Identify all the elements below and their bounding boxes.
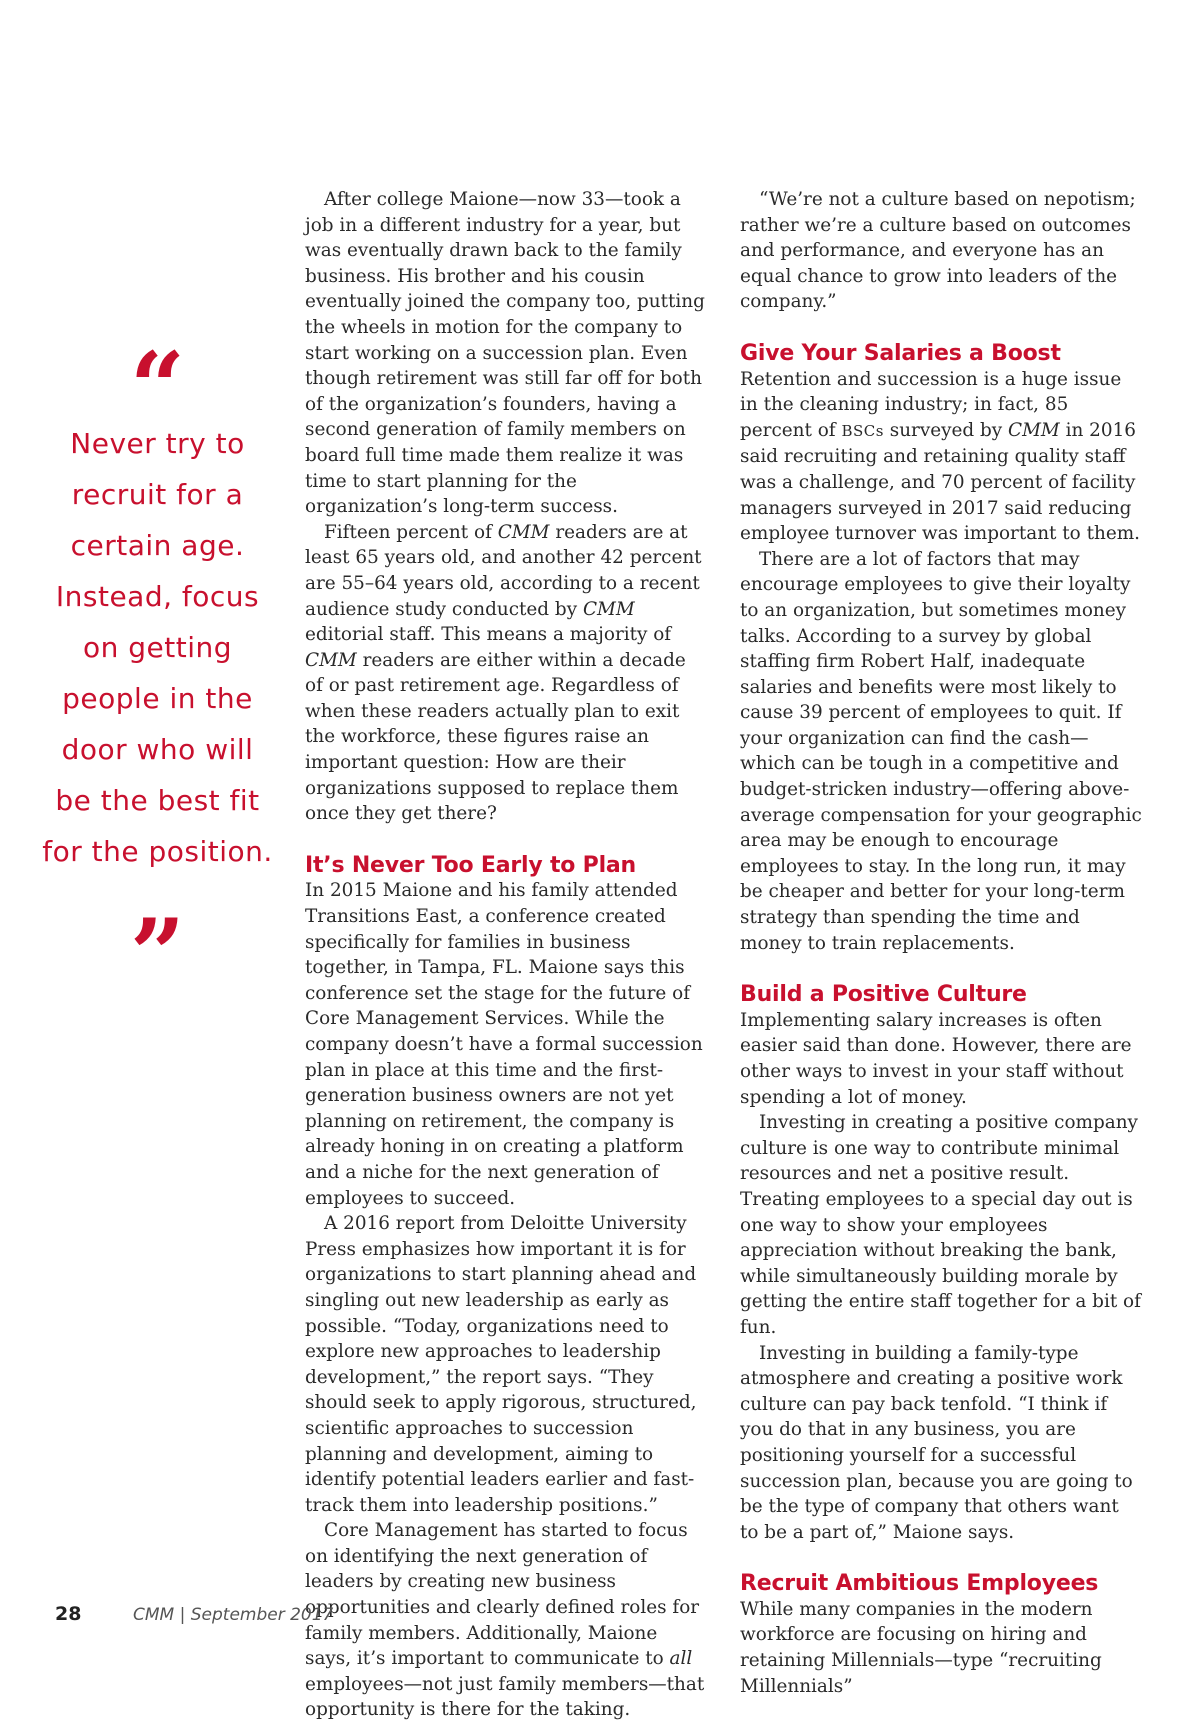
page-footer [55, 1603, 334, 1625]
open-quote-mark: “ [129, 331, 186, 444]
section-heading: Give Your Salaries a Boost [740, 340, 1061, 366]
magazine-issue: CMM | September 2017 [133, 1605, 334, 1625]
pull-quote-text: Never try to recruit for a certain age. Instead, focus on getting people in the door who will be the best fit for the position. [42, 427, 273, 868]
paragraph: Investing in building a family-type atmosphere and creating a positive work culture can pay back tenfold. “I think if you do that in any business, you are positioning yourself for a successful succession plan, because you are going to be the type of company that others want to be a part of,” Maione says. [740, 1342, 1133, 1543]
paragraph: Core Management has started to focus on identifying the next generation of leaders by creating new business opportunities and clearly defined roles for family members. Additionally, Maione says, it’s important to communicate to all employees—not just family members—that opportunity is there for the taking. [305, 1520, 705, 1721]
section-heading: It’s Never Too Early to Plan [305, 852, 637, 878]
article-column-left [305, 187, 707, 1723]
paragraph: Retention and succession is a huge issue in the cleaning industry; in fact, 85 percent of BSCs surveyed by CMM in 2016 said recruiting and retaining quality staff was a challenge, and 70 percent of facility managers surveyed in 2017 said reducing employee turnover was important to them. [740, 368, 1140, 545]
paragraph: Fifteen percent of CMM readers are at least 65 years old, and another 42 percent are 55–64 years old, according to a recent audience study conducted by CMM editorial staff. This means a majority of CMM readers are either within a decade of or past retirement age. Regardless of when these readers actually plan to exit the workforce, these figures raise an important question: How are their organizations supposed to replace them once they get there? [305, 521, 702, 825]
paragraph: While many companies in the modern workforce are focusing on hiring and retaining Millennials—type “recruiting Millennials” [740, 1598, 1102, 1697]
pull-quote [40, 331, 275, 1011]
article-column-right [740, 187, 1142, 1699]
paragraph: A 2016 report from Deloitte University Press emphasizes how important it is for organizations to start planning ahead and singling out new leadership as early as possible. “Today, organizations need to explore new approaches to leadership development,” the report says. “They should seek to apply rigorous, structured, scientific approaches to succession planning and development, aiming to identify potential leaders earlier and fast-track them into leadership positions.” [305, 1213, 697, 1516]
paragraph: “We’re not a culture based on nepotism; rather we’re a culture based on outcomes and performance, and everyone has an equal chance to grow into leaders of the company.” [740, 189, 1136, 313]
section-heading: Build a Positive Culture [740, 982, 1027, 1008]
close-quote-mark: ” [129, 898, 186, 1011]
paragraph: There are a lot of factors that may encourage employees to give their loyalty to an organization, but sometimes money talks. According to a survey by global staffing firm Robert Half, inadequate salaries and benefits were most likely to cause 39 percent of employees to quit. If your organization can find the cash—which can be tough in a competitive and budget-stricken industry—offering above-average compensation for your geographic area may be enough to encourage employees to stay. In the long run, it may be cheaper and better for your long-term strategy than spending the time and money to train replacements. [740, 548, 1142, 954]
page-number: 28 [55, 1603, 82, 1625]
paragraph: After college Maione—now 33—took a job in a different industry for a year, but was eventually drawn back to the family business. His brother and his cousin eventually joined the company too, putting the wheels in motion for the company to start working on a succession plan. Even though retirement was still far off for both of the organization’s founders, having a second generation of family members on board full time made them realize it was time to start planning for the organization’s long-term success. [305, 189, 705, 518]
paragraph: Investing in creating a positive company culture is one way to contribute minimal resources and net a positive result. Treating employees to a special day out is one way to show your employees appreciation without breaking the bank, while simultaneously building morale by getting the entire staff together for a bit of fun. [740, 1112, 1141, 1338]
paragraph: Implementing salary increases is often easier said than done. However, there are other ways to invest in your staff without spending a lot of money. [740, 1009, 1132, 1108]
section-heading: Recruit Ambitious Employees [740, 1571, 1099, 1597]
paragraph: In 2015 Maione and his family attended Transitions East, a conference created specifically for families in business together, in Tampa, FL. Maione says this conference set the stage for the future of Core Management Services. While the company doesn’t have a formal succession plan in place at this time and the first-generation business owners are not yet planning on retirement, the company is already honing in on creating a platform and a niche for the next generation of employees to succeed. [305, 880, 703, 1209]
